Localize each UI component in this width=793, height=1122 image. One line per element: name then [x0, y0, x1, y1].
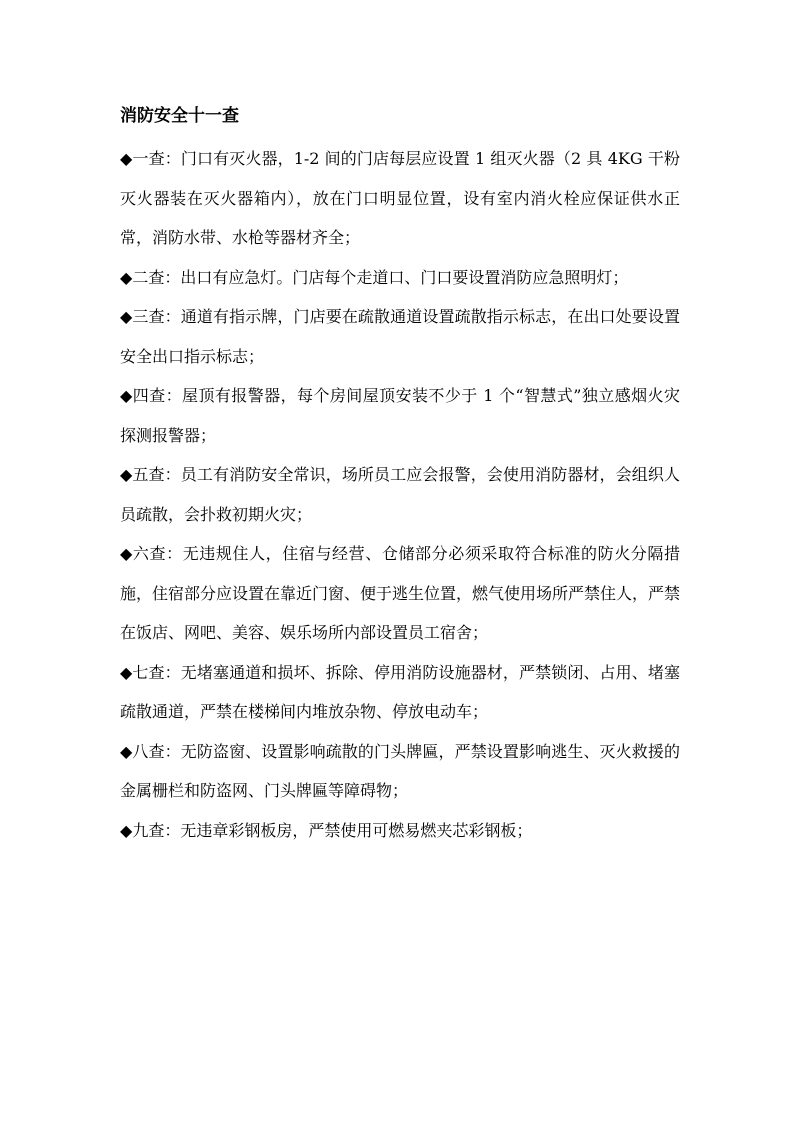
- checklist-item-2: [120, 258, 680, 298]
- checklist-item-text: 三查：通道有指示牌，门店要在疏散通道设置疏散指示标志，在出口处要设置安全出口指示标志；: [120, 307, 680, 366]
- checklist-item-text: 九查：无违章彩钢板房，严禁使用可燃易燃夹芯彩钢板；: [132, 820, 533, 840]
- diamond-bullet-icon: ◆: [120, 544, 133, 563]
- checklist-item-1: [120, 139, 680, 258]
- diamond-bullet-icon: ◆: [120, 741, 133, 761]
- diamond-bullet-icon: ◆: [120, 386, 133, 405]
- checklist-item-text: 一查：门口有灭火器，1-2 间的门店每层应设置 1 组灭火器（2 具 4KG 干粉灭火器装在灭火器箱内），放在门口明显位置，设有室内消火栓应保证供水正常，消防水带、水枪等器材齐全；: [120, 149, 680, 247]
- checklist-item-9: [120, 811, 680, 851]
- diamond-bullet-icon: ◆: [120, 820, 133, 840]
- checklist-item-text: 二查：出口有应急灯。门店每个走道口、门口要设置消防应急照明灯；: [132, 267, 629, 287]
- checklist-item-3: [120, 297, 680, 376]
- checklist-item-5: [120, 455, 680, 534]
- checklist-item-text: 八查：无防盗窗、设置影响疏散的门头牌匾，严禁设置影响逃生、灭火救援的金属栅栏和防盗网、门头牌匾等障碍物；: [120, 741, 680, 800]
- diamond-bullet-icon: ◆: [120, 149, 133, 168]
- checklist-item-text: 七查：无堵塞通道和损坏、拆除、停用消防设施器材，严禁锁闭、占用、堵塞疏散通道，严禁在楼梯间内堆放杂物、停放电动车；: [120, 662, 680, 721]
- diamond-bullet-icon: ◆: [120, 662, 133, 682]
- document-page: [120, 100, 680, 850]
- diamond-bullet-icon: ◆: [120, 465, 133, 484]
- checklist-item-text: 五查：员工有消防安全常识，场所员工应会报警，会使用消防器材，会组织人员疏散，会扑救初期火灾；: [120, 465, 680, 524]
- checklist-item-4: [120, 376, 680, 455]
- document-title: 消防安全十一查: [120, 106, 239, 126]
- diamond-bullet-icon: ◆: [120, 307, 133, 326]
- checklist-item-6: [120, 534, 680, 653]
- checklist-item-7: [120, 653, 680, 732]
- checklist-item-text: 六查：无违规住人，住宿与经营、仓储部分必须采取符合标准的防火分隔措施，住宿部分应设置在靠近门窗、便于逃生位置，燃气使用场所严禁住人，严禁在饭店、网吧、美容、娱乐场所内部设置员工宿舍；: [120, 544, 681, 642]
- diamond-bullet-icon: ◆: [120, 267, 133, 287]
- checklist-item-8: [120, 732, 680, 811]
- checklist-item-text: 四查：屋顶有报警器，每个房间屋顶安装不少于 1 个“智慧式”独立感烟火灾探测报警器；: [120, 386, 680, 445]
